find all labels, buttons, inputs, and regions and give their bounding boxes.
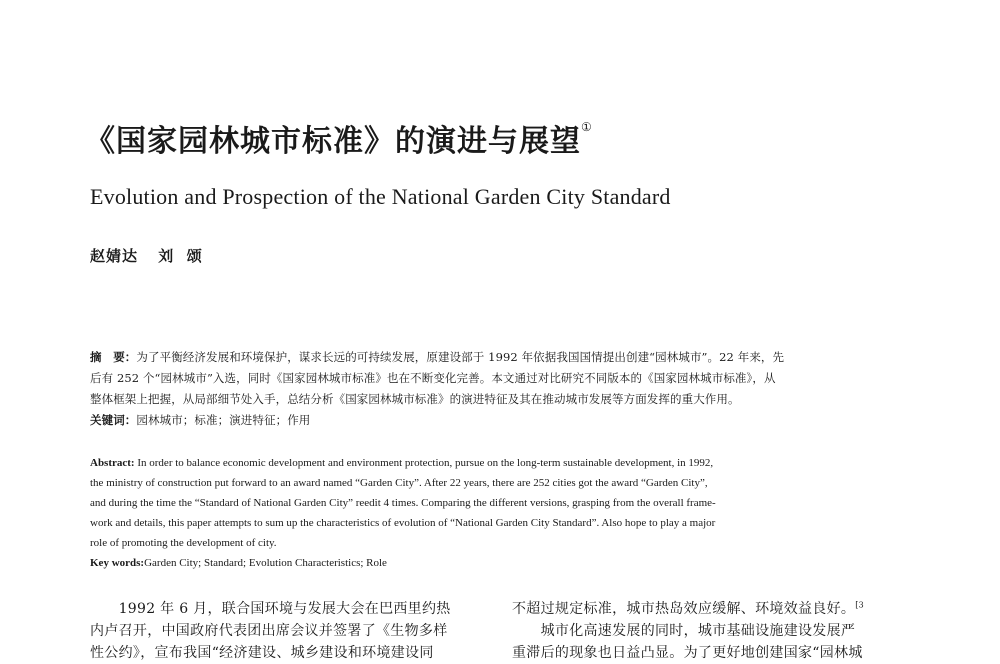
abstract-en-label: Abstract: <box>90 457 135 469</box>
keywords-cn-label: 关键词： <box>90 413 137 427</box>
keywords-en-label: Key words: <box>90 557 145 569</box>
abstract-cn-line: 后有 252 个“园林城市”入选，同时《国家园林城市标准》也在不断变化完善。本文通过对比研究不同版本的《国家园林城市标准》，从 <box>90 371 776 385</box>
abstract-en-line: role of promoting the development of city. <box>90 537 277 549</box>
body-text-line: 1992 年 6 月，联合国环境与发展大会在巴西里约热 <box>90 601 451 617</box>
title-footnote-mark: ① <box>581 120 593 134</box>
body-text-line: 重滞后的现象也日益凸显。为了更好地创建国家“园林城 <box>512 645 863 661</box>
keywords-cn: 关键词：园林城市；标准；演进特征；作用 <box>90 413 311 427</box>
abstract-cn-line: 摘 要：为了平衡经济发展和环境保护，谋求长远的可持续发展，原建设部于 1992 年依据我国国情提出创建“园林城市”。22 年来，先 <box>90 350 785 364</box>
abstract-en-line: work and details, this paper attempts to sum up the characteristics of evolution of “National Garden City Standard”. Also hope to play a major <box>90 517 716 529</box>
body-text-line: 性公约》，宣布我国“经济建设、城乡建设和环境建设同 <box>90 645 434 661</box>
abstract-en-line: Abstract: In order to balance economic development and environment protection, pursue on the long-term sustainable development, in 1992, <box>90 457 714 469</box>
body-text-line: 内卢召开，中国政府代表团出席会议并签署了《生物多样 <box>90 623 448 639</box>
author-list <box>90 245 217 266</box>
author-name: 赵婧达 <box>90 247 139 265</box>
author-name: 刘 颂 <box>158 247 203 265</box>
abstract-cn-label: 摘 要： <box>90 350 137 364</box>
body-text-line: 城市化高速发展的同时，城市基础设施建设发展严 <box>512 623 856 639</box>
abstract-en-line: and during the time the “Standard of National Garden City” reedit 4 times. Comparing the different versions, grasping from the overall frame- <box>90 497 716 509</box>
paper-title-english: Evolution and Prospection of the National Garden City Standard <box>90 184 671 209</box>
abstract-cn-line: 整体框架上把握，从局部细节处入手，总结分析《国家园林城市标准》的演进特征及其在推动城市发展等方面发挥的重大作用。 <box>90 392 740 406</box>
keywords-en: Key words:Garden City; Standard; Evolution Characteristics; Role <box>90 557 387 569</box>
abstract-en-line: the ministry of construction put forward to an award named “Garden City”. After 22 years, there are 252 cities got the award “Garden City”, <box>90 477 708 489</box>
citation-ref: [3 <box>855 600 865 610</box>
body-text-line: 不超过规定标准，城市热岛效应缓解、环境效益良好。$^{[3}$ <box>512 600 865 617</box>
paper-title-chinese: 《国家园林城市标准》的演进与展望① <box>85 120 593 159</box>
